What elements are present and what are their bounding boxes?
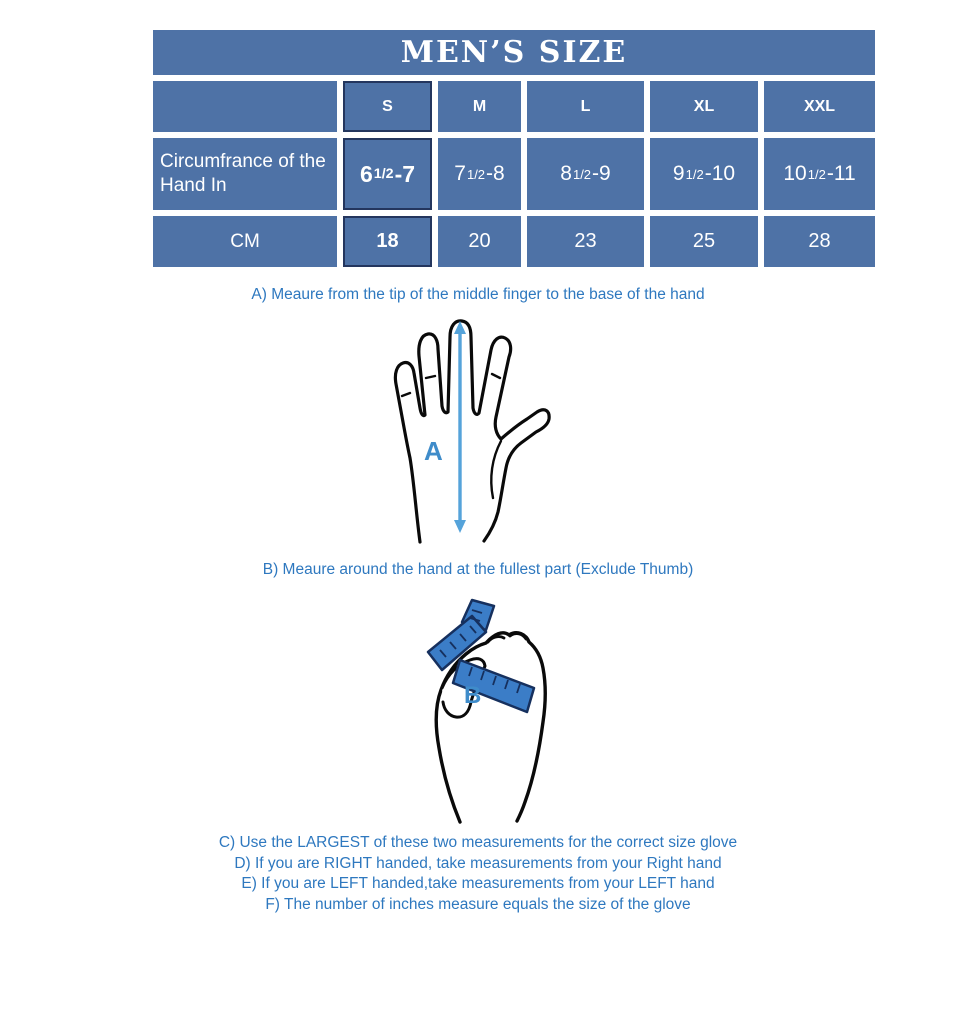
cm-cell-l: 23 [527, 216, 644, 267]
cm-cell-xxl: 28 [764, 216, 875, 267]
header-col-xl: XL [650, 81, 758, 132]
inch-s-fraction: 1/2 [373, 166, 394, 182]
inch-xl-fraction: 1/2 [685, 166, 704, 182]
instruction-e: E) If you are LEFT handed,take measurements from your LEFT hand [241, 875, 715, 893]
measurement-a-label: A [424, 436, 443, 466]
header-col-m: M [438, 81, 521, 132]
inch-xl-whole: 9 [672, 162, 685, 185]
hand-length-figure [388, 316, 553, 546]
inch-s-whole: 6 [359, 160, 373, 187]
instruction-a: A) Meaure from the tip of the middle finger to the base of the hand [251, 286, 705, 303]
inch-cell-xl [650, 138, 758, 210]
instruction-b: B) Meaure around the hand at the fullest part (Exclude Thumb) [262, 561, 694, 578]
circumference-row-label: Circumfrance of the Hand In [153, 138, 337, 210]
inch-cell-xxl [764, 138, 875, 210]
open-palm-illustration [388, 316, 553, 546]
header-col-s: S [343, 81, 432, 132]
instruction-c: C) Use the LARGEST of these two measurements for the correct size glove [218, 834, 738, 851]
table-title: MEN’S SIZE [153, 30, 875, 75]
cm-row-label: CM [153, 216, 337, 267]
inch-xxl-fraction: 1/2 [807, 166, 826, 182]
instruction-f: F) The number of inches measure equals the size of the glove [265, 895, 691, 913]
cm-cell-s: 18 [343, 216, 432, 267]
inch-l-range: -9 [592, 162, 611, 185]
cm-cell-xl: 25 [650, 216, 758, 267]
size-grid [153, 81, 875, 267]
header-col-xxl: XXL [764, 81, 875, 132]
instructions-footer [6, 833, 950, 915]
header-col-l: L [527, 81, 644, 132]
inch-cell-s [343, 138, 432, 210]
inch-xxl-range: -11 [826, 162, 856, 185]
inch-m-range: -8 [486, 162, 505, 185]
header-blank-cell [153, 81, 337, 132]
measurement-b-label: B [464, 682, 482, 709]
inch-xl-range: -10 [704, 162, 736, 185]
inch-m-fraction: 1/2 [466, 166, 486, 182]
hand-circumference-figure [400, 590, 548, 825]
mens-size-table [153, 30, 875, 267]
inch-l-fraction: 1/2 [572, 166, 592, 182]
inch-m-whole: 7 [454, 162, 466, 185]
inch-s-range: -7 [394, 160, 416, 187]
instruction-d: D) If you are RIGHT handed, take measurements from your Right hand [234, 854, 722, 872]
inch-cell-l [527, 138, 644, 210]
cm-cell-m: 20 [438, 216, 521, 267]
inch-l-whole: 8 [560, 162, 572, 185]
inch-xxl-whole: 10 [783, 162, 807, 185]
inch-cell-m [438, 138, 521, 210]
